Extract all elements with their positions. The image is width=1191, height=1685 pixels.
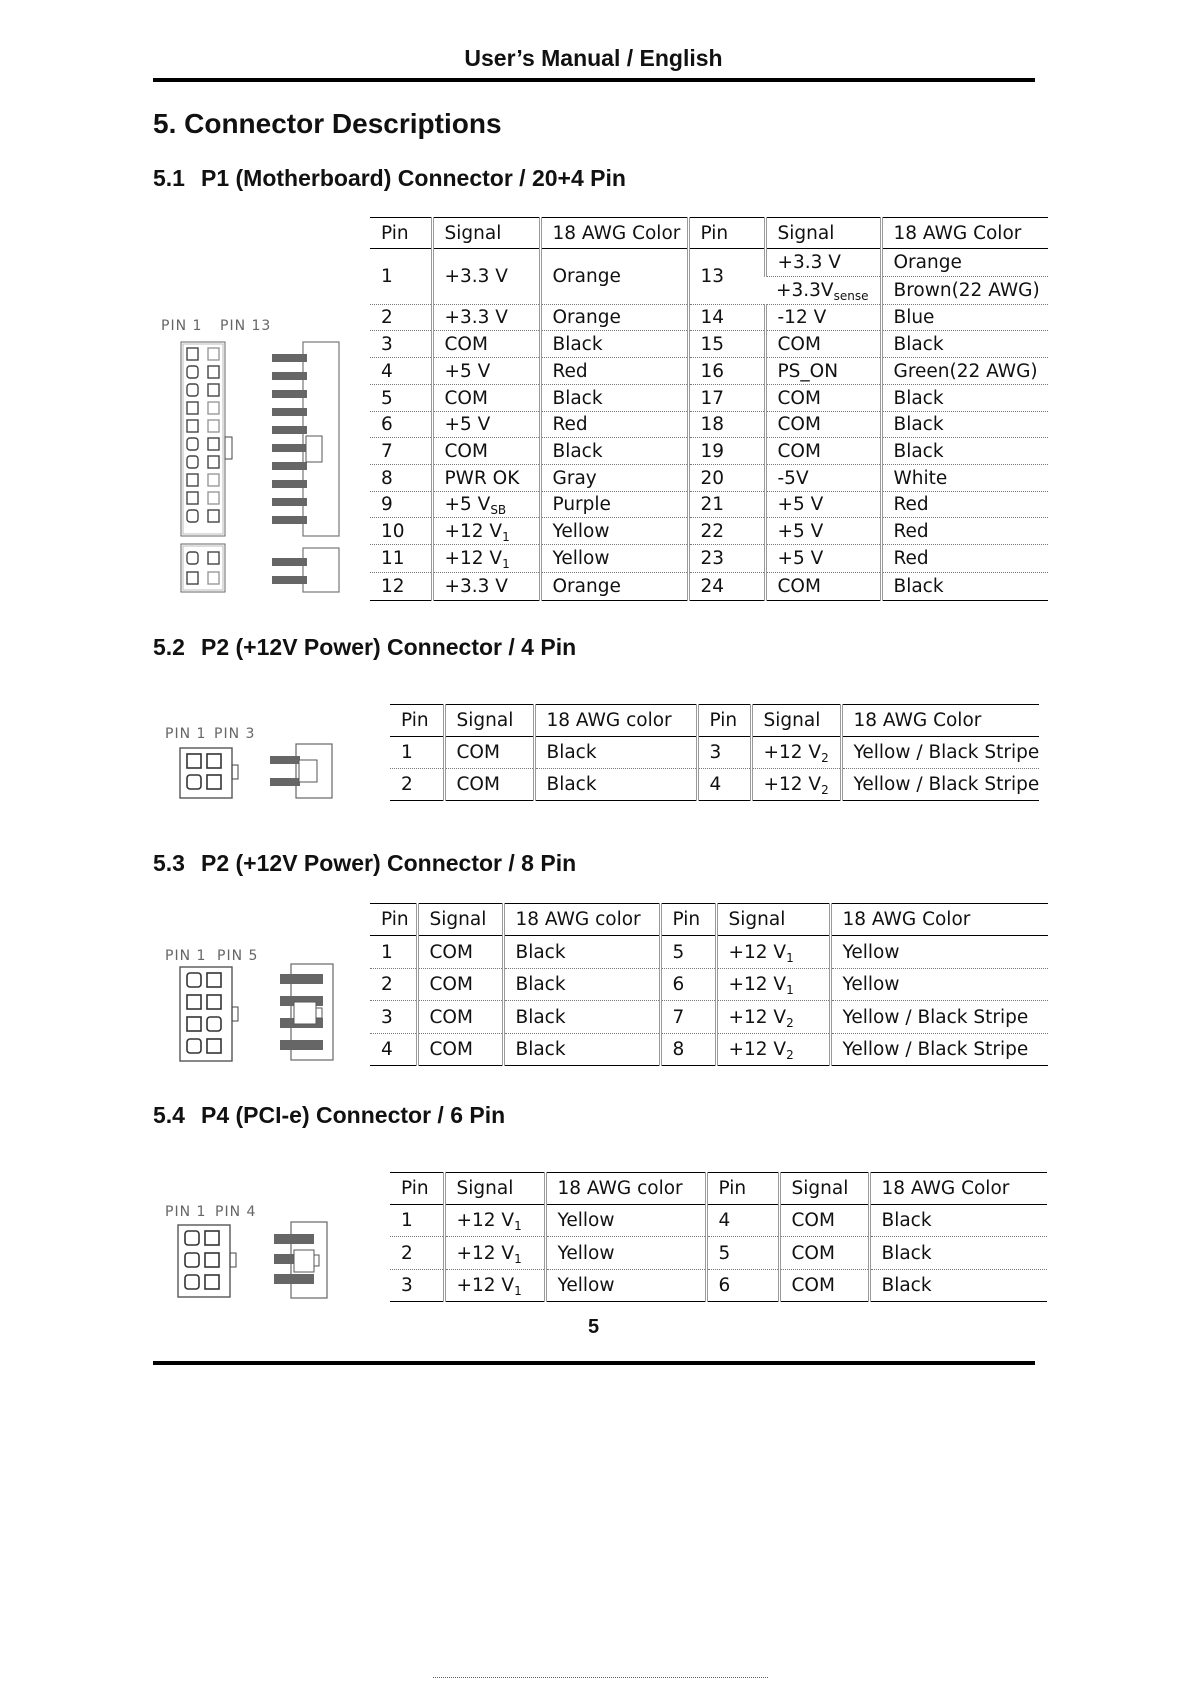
signal-subscript: SB — [490, 503, 507, 517]
table-row — [370, 1034, 1048, 1066]
signal-subscript: 1 — [514, 1284, 522, 1298]
table-row — [370, 465, 1048, 492]
table-row — [370, 936, 1048, 969]
pin-label-b: PIN 5 — [217, 948, 259, 964]
table-cell: +5 V — [765, 545, 881, 573]
page-number: 5 — [587, 1316, 600, 1338]
table-header-row — [370, 218, 1048, 249]
column-header: Pin — [660, 904, 716, 936]
column-header: Pin — [706, 1173, 779, 1205]
connector-face — [181, 342, 232, 592]
table-cell: +3.3 V — [765, 249, 881, 277]
table-cell: COM — [779, 1237, 869, 1270]
table-cell: White — [881, 465, 1048, 492]
pin-table-4pin — [390, 704, 1039, 801]
table-cell: Yellow — [540, 545, 688, 573]
table-cell: 3 — [390, 1270, 444, 1302]
table-cell: Gray — [540, 465, 688, 492]
table-cell — [716, 936, 830, 969]
column-header: Pin — [370, 904, 417, 936]
table-cell: +5 V — [765, 492, 881, 518]
table-cell: Red — [881, 492, 1048, 518]
signal-subscript: 1 — [786, 983, 794, 997]
connector-24pin-drawing — [158, 340, 348, 596]
table-cell: Black — [503, 1034, 660, 1066]
table-cell: 1 — [390, 1205, 444, 1237]
table-cell: COM — [417, 936, 503, 969]
table-cell: COM — [432, 385, 540, 412]
table-cell: 7 — [660, 1001, 716, 1034]
table-cell: Black — [534, 737, 697, 769]
table-cell: Green(22 AWG) — [881, 358, 1048, 385]
pin-label-b: PIN 4 — [215, 1204, 257, 1220]
section-number: 5.1 — [153, 165, 185, 191]
table-cell: 11 — [370, 545, 432, 573]
table-row — [370, 1001, 1048, 1034]
table-cell: Black — [503, 1001, 660, 1034]
pin-table-8pin — [370, 903, 1048, 1066]
column-header: Signal — [716, 904, 830, 936]
signal-text: +3.3V — [776, 280, 834, 301]
table-cell: 12 — [370, 573, 432, 601]
table-cell: +5 V — [432, 358, 540, 385]
table-cell: +3.3 V — [432, 573, 540, 601]
table-cell: Black — [540, 438, 688, 465]
signal-subscript: 2 — [786, 1015, 794, 1030]
table-cell: Red — [881, 518, 1048, 545]
column-header: 18 AWG color — [534, 705, 697, 737]
table-cell: 4 — [370, 1034, 417, 1066]
table-cell: 10 — [370, 518, 432, 545]
table-row — [370, 518, 1048, 545]
column-header: Signal — [444, 1173, 545, 1205]
table-cell: 3 — [370, 331, 432, 358]
table-cell: Yellow / Black Stripe — [841, 737, 1039, 769]
signal-text: +12 V — [456, 1275, 515, 1296]
table-cell: 15 — [688, 331, 765, 358]
connector-side-view — [272, 342, 339, 592]
table-cell: +3.3 V — [432, 305, 540, 331]
signal-text: +12 V — [728, 1006, 787, 1028]
table-cell: 1 — [370, 936, 417, 969]
signal-text: +12 V — [444, 520, 503, 542]
section-number: 5.4 — [153, 1102, 185, 1128]
table-cell: Yellow / Black Stripe — [841, 769, 1039, 801]
section-heading-5-3 — [153, 850, 576, 877]
table-cell — [432, 518, 540, 545]
section-title: P4 (PCI-e) Connector / 6 Pin — [201, 1102, 506, 1128]
signal-subscript: 2 — [786, 1048, 794, 1062]
signal-text: +12 V — [456, 1242, 515, 1264]
pin-table-6pin — [390, 1172, 1047, 1302]
column-header: Pin — [390, 1173, 444, 1205]
table-cell: 8 — [660, 1034, 716, 1066]
pin-label-a: PIN 1 — [165, 726, 207, 742]
connector-diagram-4pin — [163, 724, 353, 800]
table-cell — [444, 1270, 545, 1302]
table-cell: Black — [881, 438, 1048, 465]
table-cell: -12 V — [765, 305, 881, 331]
signal-text: +5 V — [444, 494, 491, 515]
table-row — [370, 305, 1048, 331]
signal-text: +12 V — [456, 1210, 515, 1231]
table-cell: 19 — [688, 438, 765, 465]
table-cell: Purple — [540, 492, 688, 518]
pin-label-a: PIN 1 — [165, 948, 207, 964]
main-title: 5. Connector Descriptions — [153, 108, 502, 139]
table-row — [390, 1237, 1047, 1270]
table-cell: 14 — [688, 305, 765, 331]
table-cell: Black — [534, 769, 697, 801]
table-cell: +5 V — [432, 412, 540, 438]
table-cell: Black — [881, 573, 1048, 601]
column-header: 18 AWG Color — [881, 218, 1048, 249]
table-cell — [765, 277, 881, 305]
signal-text: +12 V — [763, 742, 822, 763]
table-cell: Black — [881, 331, 1048, 358]
signal-subscript: sense — [833, 289, 869, 303]
table-cell: Red — [540, 358, 688, 385]
table-cell: 4 — [706, 1205, 779, 1237]
table-row — [370, 492, 1048, 518]
table-cell: Black — [869, 1237, 1047, 1270]
section-title: P1 (Motherboard) Connector / 20+4 Pin — [201, 165, 626, 191]
table-cell: COM — [765, 438, 881, 465]
section-number: 5.2 — [153, 634, 185, 660]
section-title: P2 (+12V Power) Connector / 8 Pin — [201, 850, 577, 876]
table-cell: Black — [881, 385, 1048, 412]
column-header: Pin — [390, 705, 444, 737]
table-cell: Black — [869, 1205, 1047, 1237]
table-cell: 2 — [370, 969, 417, 1001]
table-cell: 16 — [688, 358, 765, 385]
table-cell: Blue — [881, 305, 1048, 331]
table-row — [390, 769, 1039, 801]
table-header-row — [390, 705, 1039, 737]
table-row — [370, 545, 1048, 573]
table-row — [370, 573, 1048, 601]
column-header: Pin — [688, 218, 765, 249]
column-header: Signal — [444, 705, 534, 737]
column-header: Signal — [417, 904, 503, 936]
pin-label-a: PIN 1 — [161, 318, 203, 334]
table-cell: 7 — [370, 438, 432, 465]
signal-subscript: 2 — [821, 751, 829, 765]
signal-subscript: 1 — [514, 1251, 522, 1266]
table-cell — [716, 1001, 830, 1034]
table-cell: 18 — [688, 412, 765, 438]
table-cell: 13 — [688, 249, 765, 305]
column-header: Signal — [751, 705, 841, 737]
connector-pins — [187, 348, 219, 584]
table-cell: PS_ON — [765, 358, 881, 385]
column-header: 18 AWG color — [503, 904, 660, 936]
table-cell — [716, 969, 830, 1001]
footer-rule — [153, 1361, 1035, 1365]
table-cell — [716, 1034, 830, 1066]
table-cell: 5 — [706, 1237, 779, 1270]
table-cell — [751, 769, 841, 801]
table-cell: COM — [432, 438, 540, 465]
signal-subscript: 1 — [502, 529, 510, 544]
header-rule — [153, 78, 1035, 82]
table-cell: 8 — [370, 465, 432, 492]
table-row — [370, 969, 1048, 1001]
column-header: 18 AWG color — [545, 1173, 706, 1205]
connector-diagram-6pin — [163, 1202, 363, 1302]
column-header: Signal — [779, 1173, 869, 1205]
signal-text: +12 V — [763, 774, 822, 795]
table-cell: Yellow / Black Stripe — [830, 1001, 1048, 1034]
signal-subscript: 1 — [514, 1219, 522, 1233]
table-cell: Orange — [540, 249, 688, 305]
table-cell: Black — [540, 385, 688, 412]
table-cell: Brown(22 AWG) — [881, 277, 1048, 305]
table-row — [370, 385, 1048, 412]
table-cell: 4 — [370, 358, 432, 385]
table-cell — [432, 545, 540, 573]
table-cell: 2 — [370, 305, 432, 331]
column-header: Pin — [697, 705, 751, 737]
table-row — [370, 412, 1048, 438]
table-cell: COM — [432, 331, 540, 358]
table-cell: -5V — [765, 465, 881, 492]
table-cell: 3 — [370, 1001, 417, 1034]
section-heading-5-2 — [153, 634, 576, 661]
table-cell: Red — [881, 545, 1048, 573]
table-cell: Black — [869, 1270, 1047, 1302]
table-cell: COM — [444, 737, 534, 769]
table-cell: 5 — [660, 936, 716, 969]
table-row — [370, 358, 1048, 385]
column-header: 18 AWG Color — [540, 218, 688, 249]
connector-4pin-drawing — [163, 742, 353, 802]
table-cell: +5 V — [765, 518, 881, 545]
table-row — [390, 737, 1039, 769]
table-cell: COM — [417, 969, 503, 1001]
table-cell: 6 — [370, 412, 432, 438]
table-cell: COM — [779, 1270, 869, 1302]
table-cell: Orange — [540, 573, 688, 601]
table-cell: COM — [765, 331, 881, 358]
column-header: 18 AWG Color — [869, 1173, 1047, 1205]
table-cell: Yellow — [545, 1270, 706, 1302]
table-cell: 5 — [370, 385, 432, 412]
table-cell: 6 — [706, 1270, 779, 1302]
table-cell: 20 — [688, 465, 765, 492]
table-row — [390, 1270, 1047, 1302]
table-cell: Yellow — [540, 518, 688, 545]
table-cell: 23 — [688, 545, 765, 573]
column-header: 18 AWG Color — [830, 904, 1048, 936]
table-row — [370, 438, 1048, 465]
table-cell: 3 — [697, 737, 751, 769]
connector-6pin-drawing — [163, 1220, 363, 1302]
section-number: 5.3 — [153, 850, 185, 876]
table-row — [370, 331, 1048, 358]
footer-dotted-line — [433, 1677, 768, 1678]
signal-subscript: 1 — [502, 557, 510, 571]
table-cell: COM — [765, 385, 881, 412]
table-cell: Yellow — [830, 969, 1048, 1001]
pin-label-b: PIN 13 — [220, 318, 272, 334]
table-cell: Yellow — [545, 1205, 706, 1237]
table-cell: Orange — [881, 249, 1048, 277]
table-cell: COM — [417, 1034, 503, 1066]
signal-text: +12 V — [728, 941, 787, 963]
table-cell: PWR OK — [432, 465, 540, 492]
table-cell: Black — [503, 936, 660, 969]
connector-8pin-drawing — [163, 962, 363, 1064]
page-header: User’s Manual / English — [464, 45, 723, 71]
table-cell — [432, 492, 540, 518]
column-header: 18 AWG Color — [841, 705, 1039, 737]
connector-diagram-8pin — [163, 946, 363, 1064]
pin-label-b: PIN 3 — [214, 726, 256, 742]
table-cell: 22 — [688, 518, 765, 545]
table-cell: 6 — [660, 969, 716, 1001]
signal-subscript: 1 — [786, 950, 794, 965]
signal-text: +12 V — [728, 974, 787, 995]
section-heading-5-4 — [153, 1102, 505, 1129]
table-cell: Black — [881, 412, 1048, 438]
table-cell: 17 — [688, 385, 765, 412]
table-row — [370, 249, 1048, 277]
table-cell: COM — [417, 1001, 503, 1034]
table-cell: Red — [540, 412, 688, 438]
column-header: Signal — [765, 218, 881, 249]
signal-text: +12 V — [728, 1039, 787, 1060]
table-cell: 1 — [390, 737, 444, 769]
table-cell: 4 — [697, 769, 751, 801]
table-cell: Orange — [540, 305, 688, 331]
table-cell: +3.3 V — [432, 249, 540, 305]
pin-table-24pin — [370, 217, 1048, 601]
table-cell: COM — [779, 1205, 869, 1237]
pin-label-a: PIN 1 — [165, 1204, 207, 1220]
table-row — [390, 1205, 1047, 1237]
table-cell: 21 — [688, 492, 765, 518]
table-cell: 2 — [390, 1237, 444, 1270]
section-heading-5-1 — [153, 165, 626, 192]
table-cell: Black — [540, 331, 688, 358]
table-cell: COM — [444, 769, 534, 801]
table-cell: Yellow / Black Stripe — [830, 1034, 1048, 1066]
signal-subscript: 2 — [821, 783, 829, 797]
table-cell — [444, 1237, 545, 1270]
table-cell: Black — [503, 969, 660, 1001]
column-header: Pin — [370, 218, 432, 249]
table-cell — [444, 1205, 545, 1237]
table-cell: Yellow — [545, 1237, 706, 1270]
table-cell: COM — [765, 573, 881, 601]
table-cell: Yellow — [830, 936, 1048, 969]
table-cell: 9 — [370, 492, 432, 518]
table-cell: 1 — [370, 249, 432, 305]
connector-diagram-24pin — [158, 316, 348, 596]
table-cell: COM — [765, 412, 881, 438]
signal-text: +12 V — [444, 548, 503, 569]
table-header-row — [370, 904, 1048, 936]
table-header-row — [390, 1173, 1047, 1205]
section-title: P2 (+12V Power) Connector / 4 Pin — [201, 634, 577, 660]
column-header: Signal — [432, 218, 540, 249]
table-cell: 24 — [688, 573, 765, 601]
table-cell — [751, 737, 841, 769]
table-cell: 2 — [390, 769, 444, 801]
